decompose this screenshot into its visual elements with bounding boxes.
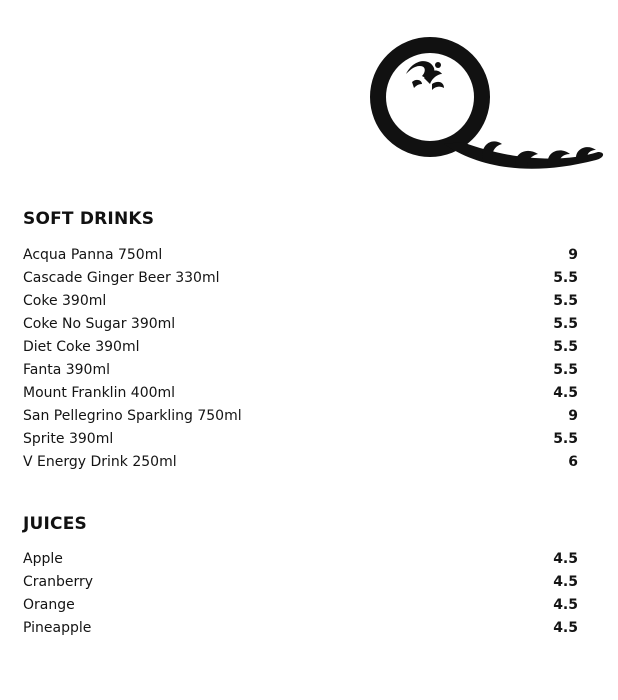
- item-price: 4.5: [553, 619, 578, 636]
- item-price: 5.5: [553, 362, 578, 379]
- list-item: [23, 570, 578, 593]
- item-name: Orange: [23, 596, 75, 613]
- item-name: Coke 390ml: [23, 292, 107, 309]
- item-price: 5.5: [553, 431, 578, 448]
- list-item: [23, 289, 578, 312]
- item-price: 4.5: [553, 596, 578, 613]
- item-price: 5.5: [553, 269, 578, 286]
- item-price: 5.5: [553, 315, 578, 332]
- item-name: Pineapple: [23, 619, 92, 636]
- list-item: [23, 312, 578, 335]
- item-price: 5.5: [553, 292, 578, 309]
- item-price: 4.5: [553, 573, 578, 590]
- item-name: Diet Coke 390ml: [23, 338, 140, 355]
- item-name: San Pellegrino Sparkling 750ml: [23, 408, 242, 425]
- item-price: 5.5: [553, 338, 578, 355]
- list-item: [23, 405, 578, 428]
- item-price: 9: [568, 246, 578, 263]
- list-item: [23, 382, 578, 405]
- item-name: Fanta 390ml: [23, 362, 110, 379]
- list-item: [23, 428, 578, 451]
- soft-drinks-list: [23, 243, 578, 474]
- q-logo-icon: [366, 36, 606, 186]
- item-name: Apple: [23, 550, 63, 567]
- item-name: V Energy Drink 250ml: [23, 454, 177, 471]
- list-item: [23, 451, 578, 474]
- item-price: 4.5: [553, 550, 578, 567]
- item-name: Sprite 390ml: [23, 431, 114, 448]
- item-name: Mount Franklin 400ml: [23, 385, 176, 402]
- item-name: Acqua Panna 750ml: [23, 246, 163, 263]
- item-price: 6: [568, 454, 578, 471]
- list-item: [23, 335, 578, 358]
- juices-list: [23, 547, 578, 639]
- list-item: [23, 266, 578, 289]
- item-name: Coke No Sugar 390ml: [23, 315, 176, 332]
- list-item: [23, 358, 578, 381]
- section-title-soft-drinks: SOFT DRINKS: [23, 209, 155, 229]
- section-title-juices: JUICES: [23, 514, 87, 534]
- list-item: [23, 547, 578, 570]
- item-price: 9: [568, 408, 578, 425]
- list-item: [23, 593, 578, 616]
- item-price: 4.5: [553, 385, 578, 402]
- list-item: [23, 243, 578, 266]
- item-name: Cascade Ginger Beer 330ml: [23, 269, 220, 286]
- list-item: [23, 616, 578, 639]
- item-name: Cranberry: [23, 573, 94, 590]
